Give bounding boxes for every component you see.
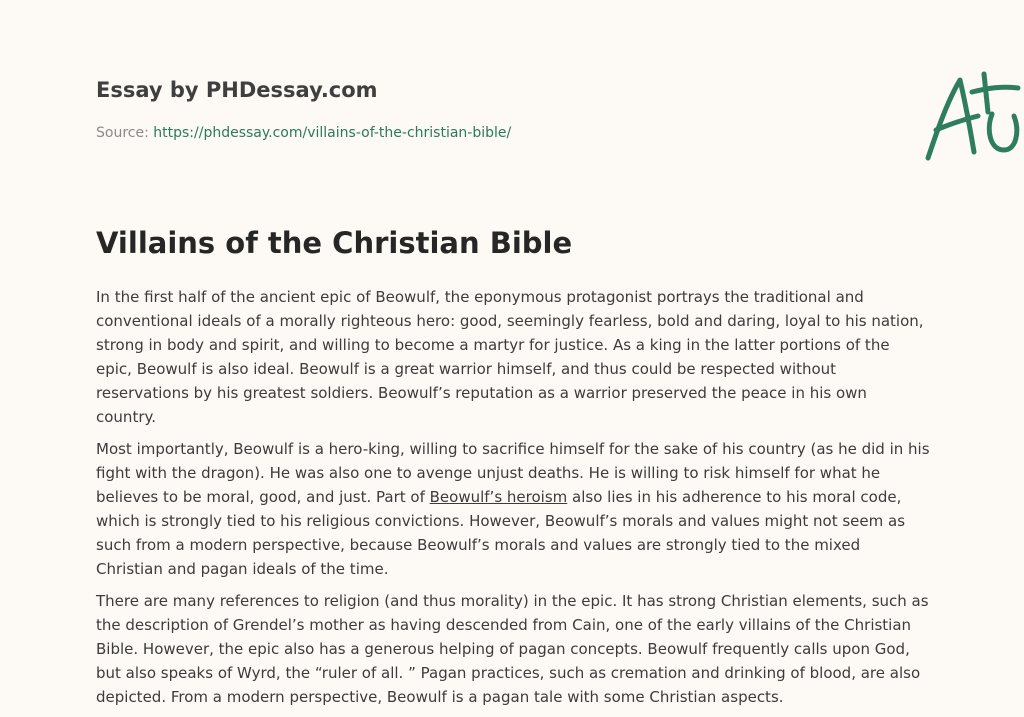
a-plus-logo-icon [916,66,1024,166]
paragraph-3: There are many references to religion (and thus morality) in the epic. It has strong Christian elements, such as the description of Grendel’s mother as having descended from Cain, one of the early villains of the Christian Bible. However, the epic also has a generous helping of pagan concepts. Beowulf frequently calls upon God, but also speaks of Wyrd, the “ruler of all. ” Pagan practices, such as cremation and drinking of blood, are also depicted. From a modern perspective, Beowulf is a pagan tale with some Christian aspects. [96,592,929,706]
source-label: Source: [96,125,154,141]
essay-body [96,285,930,717]
site-brand: Essay by PHDessay.com [96,78,378,102]
paragraph-2-text-a: Most importantly, Beowulf is a hero-king, willing to sacrifice himself for the sake of his country (as he did in his fight with the dragon). He was also one to avenge unjust deaths. He is willing to risk himself for what he believes to be moral, good, and just. Part of [96,440,930,506]
source-line [96,125,511,141]
source-link[interactable]: https://phdessay.com/villains-of-the-christian-bible/ [153,125,512,141]
paragraph-2-text-b: also lies in his adherence to his moral code, which is strongly tied to his religious convictions. However, Beowulf’s morals and values might not seem as such from a modern perspective, because Beowulf’s morals and values are strongly tied to the mixed Christian and pagan ideals of the time. [96,488,906,578]
paragraph-1: In the first half of the ancient epic of Beowulf, the eponymous protagonist portrays the traditional and conventional ideals of a morally righteous hero: good, seemingly fearless, bold and daring, loyal to his nation, strong in body and spirit, and willing to become a martyr for justice. As a king in the latter portions of the epic, Beowulf is also ideal. Beowulf is a great warrior himself, and thus could be respected without reservations by his greatest soldiers. Beowulf’s reputation as a warrior preserved the peace in his own country. [96,288,924,426]
essay-title: Villains of the Christian Bible [96,226,573,260]
paragraph-2 [96,437,930,581]
beowulf-heroism-link[interactable]: Beowulf’s heroism [429,488,568,506]
